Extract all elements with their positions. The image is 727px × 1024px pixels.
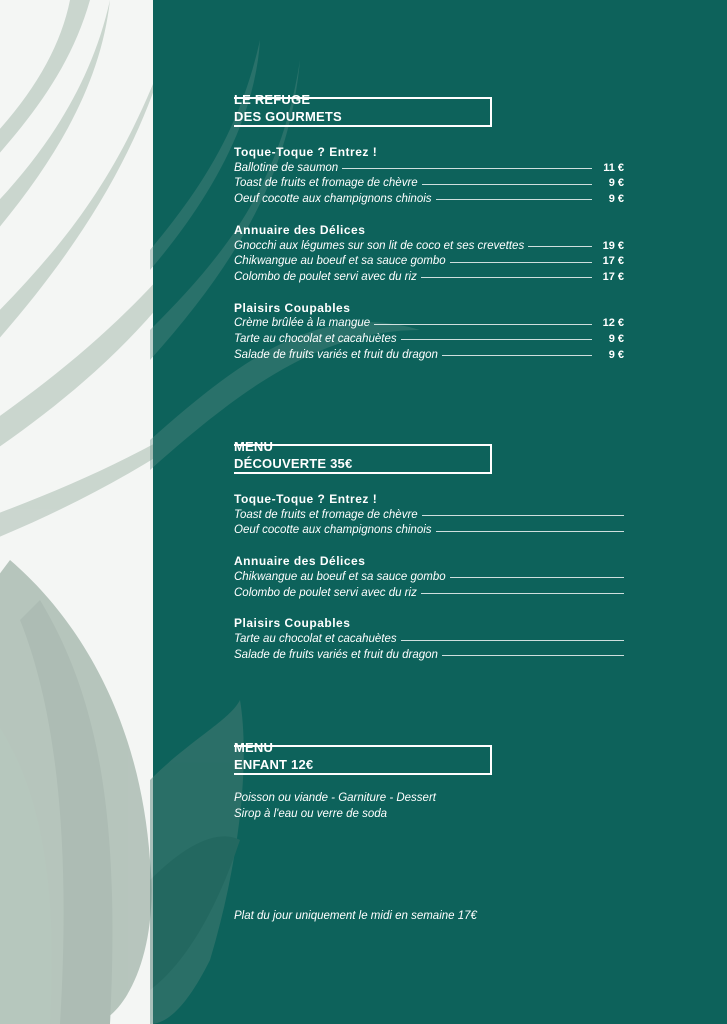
menu-decouverte — [234, 439, 624, 663]
menu-item — [234, 238, 624, 254]
menu-item — [234, 269, 624, 285]
menu-title-box — [234, 439, 492, 476]
menu-title-line1: MENU — [234, 740, 274, 755]
item-name: Toast de fruits et fromage de chèvre — [234, 508, 418, 521]
item-name: Colombo de poulet servi avec du riz — [234, 270, 417, 283]
item-price: 9 € — [608, 177, 624, 190]
leader-line — [450, 262, 592, 263]
menu-refuge-des-gourmets — [234, 92, 624, 362]
item-name: Tarte au chocolat et cacahuètes — [234, 633, 397, 646]
item-price: 17 € — [602, 255, 624, 268]
menu-title-box — [234, 740, 492, 777]
menu-item — [234, 585, 624, 601]
section-heading: Annuaire des Délices — [234, 222, 366, 237]
leader-line — [436, 199, 592, 200]
item-name: Salade de fruits variés et fruit du dragon — [234, 348, 438, 361]
menu-title-box — [234, 92, 492, 129]
item-name: Oeuf cocotte aux champignons chinois — [234, 192, 432, 205]
menu-item — [234, 331, 624, 347]
menu-title-line1: LE REFUGE — [234, 92, 311, 107]
menu-item — [234, 569, 624, 585]
menu-section — [234, 301, 624, 363]
item-price: 11 € — [603, 161, 624, 174]
item-name: Toast de fruits et fromage de chèvre — [234, 177, 418, 190]
footer-note: Plat du jour uniquement le midi en semaine 17€ — [234, 910, 477, 922]
menu-item — [234, 647, 624, 663]
item-price: 9 € — [608, 192, 624, 205]
leader-line — [401, 339, 592, 340]
menu-item — [234, 191, 624, 207]
menu-title-line1: MENU — [234, 439, 274, 454]
section-heading: Toque-Toque ? Entrez ! — [234, 492, 378, 506]
item-price: 9 € — [608, 332, 624, 345]
menu-item — [234, 253, 624, 269]
section-heading: Plaisirs Coupables — [234, 616, 351, 631]
item-name: Gnocchi aux légumes sur son lit de coco et ses crevettes — [234, 239, 525, 252]
item-name: Chikwangue au boeuf et sa sauce gombo — [234, 255, 446, 268]
menu-item — [234, 523, 624, 539]
leader-line — [401, 640, 624, 641]
menu-section — [234, 492, 624, 538]
leader-line — [422, 515, 624, 516]
item-name: Tarte au chocolat et cacahuètes — [234, 332, 397, 345]
leader-line — [421, 277, 592, 278]
menu-section — [234, 223, 624, 285]
item-name: Ballotine de saumon — [234, 161, 339, 174]
leader-line — [450, 577, 624, 578]
menu-line: Sirop à l'eau ou verre de soda — [234, 807, 388, 820]
item-name: Salade de fruits variés et fruit du dragon — [234, 648, 438, 661]
menu-title-line2: DÉCOUVERTE 35€ — [234, 456, 353, 471]
menu-section — [234, 554, 624, 600]
menu-item — [234, 316, 624, 332]
leader-line — [528, 246, 592, 247]
menu-item — [234, 160, 624, 176]
item-name: Crème brûlée à la mangue — [234, 317, 371, 330]
menu-item — [234, 176, 624, 192]
item-name: Chikwangue au boeuf et sa sauce gombo — [234, 570, 446, 583]
section-heading: Plaisirs Coupables — [234, 300, 351, 315]
leader-line — [374, 324, 592, 325]
leader-line — [436, 531, 624, 532]
leader-line — [442, 355, 592, 356]
item-price: 17 € — [602, 270, 624, 283]
section-heading: Toque-Toque ? Entrez ! — [234, 145, 378, 159]
menu-item — [234, 631, 624, 647]
menu-section — [234, 616, 624, 662]
menu-item — [234, 507, 624, 523]
item-price: 9 € — [608, 348, 624, 361]
item-name: Colombo de poulet servi avec du riz — [234, 586, 417, 599]
item-price: 19 € — [602, 239, 624, 252]
leader-line — [421, 593, 624, 594]
leader-line — [342, 168, 592, 169]
menu-enfant — [234, 740, 624, 822]
menu-section — [234, 145, 624, 207]
leader-line — [422, 184, 592, 185]
item-price: 12 € — [602, 317, 624, 330]
section-heading: Annuaire des Délices — [234, 554, 366, 569]
item-name: Oeuf cocotte aux champignons chinois — [234, 524, 432, 537]
menu-line: Poisson ou viande - Garniture - Dessert — [234, 792, 436, 804]
menu-item — [234, 347, 624, 363]
menu-title-line2: ENFANT 12€ — [234, 757, 314, 772]
menu-title-line2: DES GOURMETS — [234, 109, 342, 124]
leader-line — [442, 655, 624, 656]
